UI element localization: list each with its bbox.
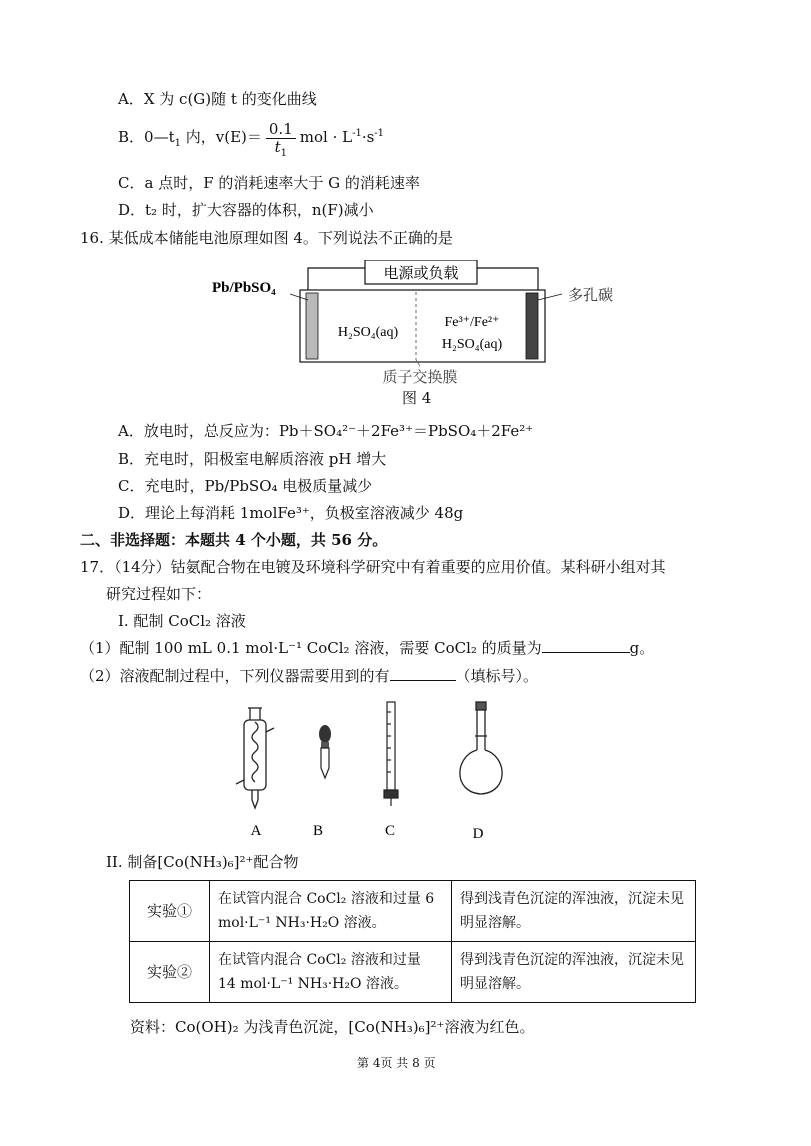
table-row (130, 881, 696, 942)
q15-option-b: B．$0—t_1$ 内，v(E)＝ $\frac{0.1}{t_1}$ mol · $L^{-1}\cdot s^{-1}$ (118, 119, 385, 159)
right-electrode-label: 多孔碳 (568, 286, 614, 304)
answer-blank-2[interactable] (390, 666, 456, 681)
experiment-operation: 在试管内混合 CoCl₂ 溶液和过量 6 mol·L⁻¹ NH₃·H₂O 溶液。 (210, 881, 452, 942)
q15-option-b-fraction (266, 119, 296, 159)
right-solution-label-2: H₂SO₄(aq) (441, 337, 503, 352)
q16-option-c: C．充电时，Pb/PbSO₄ 电极质量减少 (118, 477, 373, 495)
q15-option-d: D．t₂ 时，扩大容器的体积，n(F)减小 (118, 201, 374, 219)
q15-option-a: A．X 为 c(G)随 t 的变化曲线 (118, 90, 317, 108)
experiment-label: 实验② (130, 942, 210, 1003)
condenser-apparatus (236, 708, 274, 808)
burette-apparatus (384, 702, 398, 806)
apparatus-label-d: D (472, 826, 484, 842)
table-row (130, 942, 696, 1003)
answer-blank-1[interactable] (542, 638, 630, 653)
apparatus-label-b: B (312, 823, 324, 839)
q17-sub2: （2）溶液配制过程中，下列仪器需要用到的有 （填标号）。 (80, 667, 539, 685)
page-footer: 第 4页 共 8 页 (357, 1056, 436, 1070)
q17-stem-line2: 研究过程如下： (106, 585, 212, 603)
q17-part1-title: I. 配制 CoCl₂ 溶液 (118, 612, 246, 630)
experiment-label: 实验① (130, 881, 210, 942)
q15-option-b-unit: mol · L (299, 128, 353, 146)
dropper-apparatus (319, 725, 331, 778)
q15-option-b-numerator: 0.1 (266, 121, 296, 139)
figure-caption: 图 4 (402, 389, 432, 407)
cell-body (300, 290, 545, 362)
q15-option-b-denominator: $t_1$ (274, 137, 288, 159)
membrane-label: 质子交换膜 (382, 368, 458, 386)
q16-option-b: B．充电时，阳极室电解质溶液 pH 增大 (118, 450, 387, 468)
experiment-table (129, 880, 696, 1003)
apparatus-label-c: C (384, 823, 396, 839)
battery-diagram (200, 260, 620, 404)
volumetric-flask-apparatus (460, 702, 502, 794)
q16-stem: 16. 某低成本储能电池原理如图 4。下列说法不正确的是 (80, 229, 453, 247)
experiment-result: 得到浅青色沉淀的浑浊液，沉淀未见明显溶解。 (452, 881, 696, 942)
load-label: 电源或负载 (383, 264, 459, 282)
q16-option-a: A．放电时，总反应为：Pb＋SO₄²⁻＋2Fe³⁺＝PbSO₄＋2Fe²⁺ (118, 422, 534, 440)
right-solution-label-1: Fe³⁺/Fe²⁺ (444, 315, 500, 330)
left-electrode (306, 293, 318, 359)
q15-option-b-prefix: B．0—t (118, 128, 175, 146)
q15-option-b-sub: 1 (174, 138, 181, 149)
left-solution-label: H₂SO₄(aq) (337, 325, 399, 340)
q17-sub1: （1）配制 100 mL 0.1 mol·L⁻¹ CoCl₂ 溶液，需要 CoCl₂ 的质量为 g。 (80, 639, 655, 657)
right-electrode (526, 293, 538, 359)
battery-diagram-svg (200, 260, 620, 400)
q17-info: 资料：Co(OH)₂ 为浅青色沉淀，[Co(NH₃)₆]²⁺溶液为红色。 (130, 1018, 535, 1036)
section-title: 二、非选择题：本题共 4 个小题，共 56 分。 (80, 531, 388, 549)
apparatus-label-a: A (250, 823, 262, 839)
left-electrode-label: Pb/PbSO₄ (212, 280, 276, 296)
q15-option-c: C．a 点时，F 的消耗速率大于 G 的消耗速率 (118, 174, 420, 192)
experiment-result: 得到浅青色沉淀的浑浊液，沉淀未见明显溶解。 (452, 942, 696, 1003)
experiment-operation: 在试管内混合 CoCl₂ 溶液和过量 14 mol·L⁻¹ NH₃·H₂O 溶液。 (210, 942, 452, 1003)
q17-part2-title: II. 制备[Co(NH₃)₆]²⁺配合物 (106, 853, 299, 871)
apparatus-figure (230, 700, 530, 849)
q17-stem-line1: 17．（14分）钴氨配合物在电镀及环境科学研究中有着重要的应用价值。某科研小组对其 (80, 558, 666, 576)
q15-option-b-mid: 内，v(E)＝ (180, 128, 262, 146)
q16-option-d: D．理论上每消耗 1molFe³⁺，负极室溶液减少 48g (118, 504, 464, 522)
apparatus-svg (230, 700, 530, 845)
